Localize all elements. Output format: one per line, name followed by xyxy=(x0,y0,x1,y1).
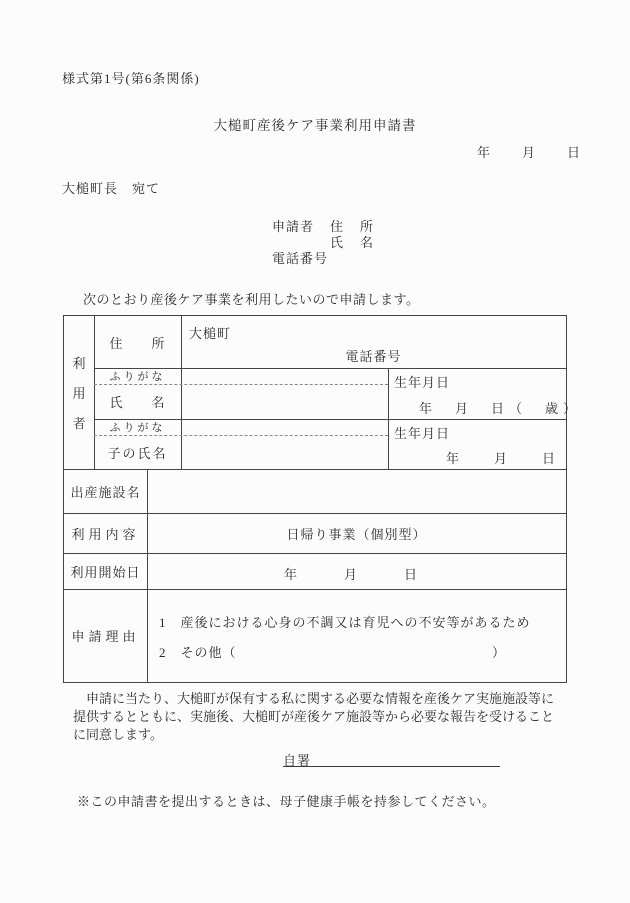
table-grid-line xyxy=(147,469,148,682)
child-birth-date-label: 生年月日 xyxy=(394,426,451,441)
reason-option-1: 1 産後における心身の不調又は育児への不安等があるため xyxy=(159,615,531,630)
usage-content-value: 日帰り事業（個別型） xyxy=(286,526,427,542)
furigana-label: ふりがな xyxy=(109,371,166,383)
child-furigana-label: ふりがな xyxy=(109,422,166,434)
addressee: 大槌町長 宛て xyxy=(62,181,161,196)
child-birth-date-line: 年 月 日 xyxy=(446,451,559,466)
applicant-label: 申請者 xyxy=(272,219,315,234)
application-table xyxy=(63,315,582,683)
consent-paragraph xyxy=(73,690,569,744)
child-name-label: 子の氏名 xyxy=(107,445,168,461)
application-reason-label: 申請理由 xyxy=(71,629,140,644)
usage-content-label: 利用内容 xyxy=(71,526,140,542)
applicant-address-label: 住 所 xyxy=(330,219,376,234)
signature-label: 自署 xyxy=(283,753,312,768)
birth-date-label: 生年月日 xyxy=(394,375,451,390)
start-date-label: 利用開始日 xyxy=(70,564,141,580)
consent-line: に同意します。 xyxy=(73,727,163,742)
address-label: 住 所 xyxy=(109,335,166,351)
consent-line: 申請に当たり、大槌町が保有する私に関する必要な情報を産後ケア実施施設等に xyxy=(73,691,555,706)
applicant-name-label: 氏 名 xyxy=(330,235,376,250)
signature-line xyxy=(283,750,500,767)
intro-text: 次のとおり産後ケア事業を利用したいので申請します。 xyxy=(83,292,420,307)
user-section-label xyxy=(64,316,94,469)
reason-close-paren: ） xyxy=(492,645,506,660)
facility-name-label: 出産施設名 xyxy=(70,484,141,500)
user-label-char: 用 xyxy=(72,386,86,401)
consent-line: 提供するとともに、実施後、大槌町が産後ケア施設等から必要な報告を受けること xyxy=(73,709,555,724)
reason-option-2: 2 その他（ xyxy=(159,645,237,660)
phone-label: 電話番号 xyxy=(345,349,402,364)
start-date-line: 年 月 日 xyxy=(284,567,420,582)
form-title: 大槌町産後ケア事業利用申請書 xyxy=(213,118,417,133)
note-text: ※この申請書を提出するときは、母子健康手帳を持参してください。 xyxy=(77,794,496,809)
user-label-char: 者 xyxy=(72,416,86,431)
name-label: 氏 名 xyxy=(109,395,166,410)
address-value: 大槌町 xyxy=(189,326,232,341)
birth-date-line: 年 月 日（ 歳） xyxy=(419,401,582,416)
date-line: 年 月 日 xyxy=(477,145,583,160)
table-grid-line xyxy=(181,316,182,469)
applicant-phone-label: 電話番号 xyxy=(272,251,329,266)
form-number: 様式第1号(第6条関係) xyxy=(62,71,200,86)
user-label-char: 利 xyxy=(72,356,86,371)
